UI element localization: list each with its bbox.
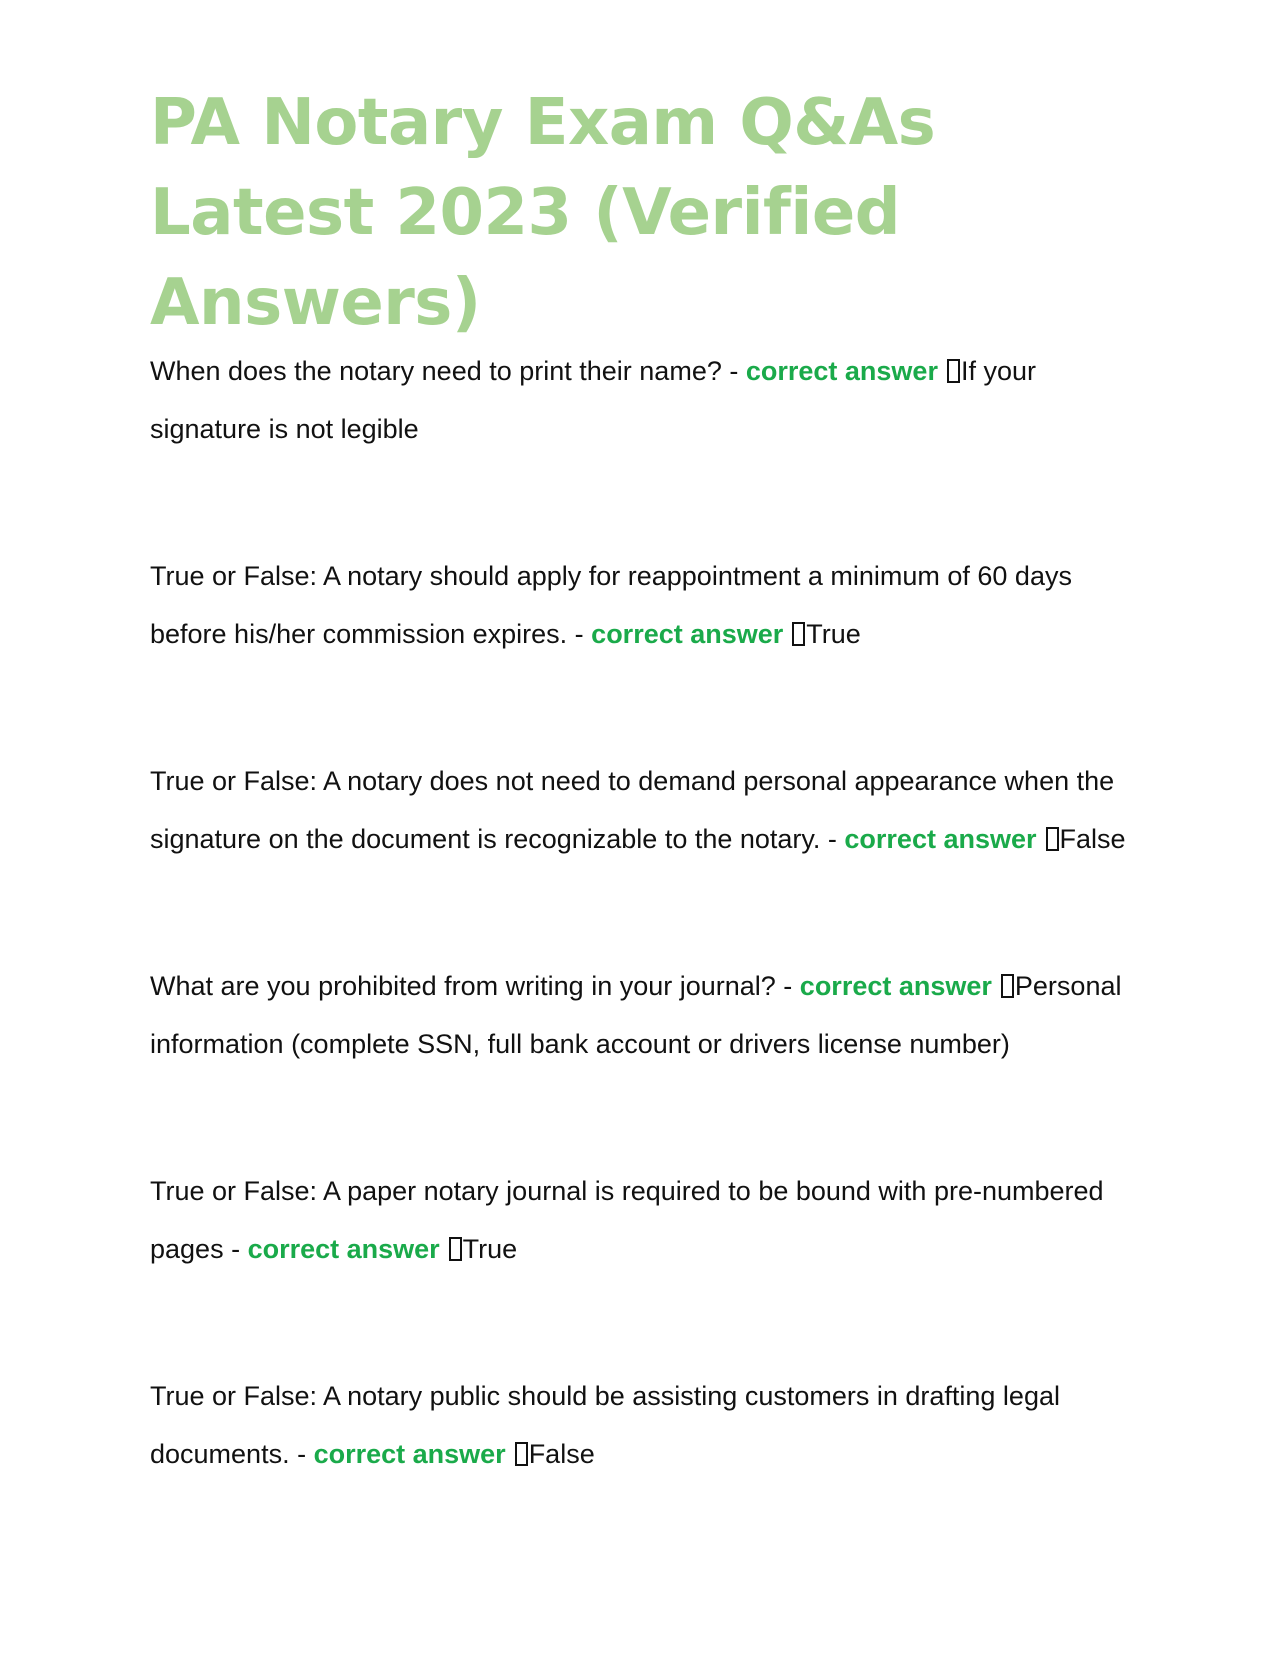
missing-glyph-box-icon: [1046, 827, 1059, 851]
missing-glyph-box-icon: [449, 1237, 462, 1261]
document-title: PA Notary Exam Q&As Latest 2023 (Verified Answers): [150, 86, 936, 340]
question-text: True or False: A notary should apply for reappointment a minimum of 60 days before his/her commission expires. -: [150, 561, 1072, 649]
answer-text: Personal information (complete SSN, full bank account or drivers license number): [150, 971, 1122, 1059]
question-text: True or False: A notary does not need to demand personal appearance when the signature on the document is recognizable to the notary. -: [150, 766, 1115, 854]
qa-list: [150, 342, 1140, 1483]
correct-answer-label: correct answer: [799, 971, 992, 1001]
question-text: What are you prohibited from writing in your journal? -: [150, 971, 800, 1001]
qa-item: [150, 342, 1140, 458]
qa-item: [150, 1162, 1140, 1278]
answer-text: True: [462, 1234, 518, 1264]
answer-text: False: [1059, 824, 1126, 854]
correct-answer-label: correct answer: [591, 619, 784, 649]
missing-glyph-box-icon: [1001, 974, 1014, 998]
correct-answer-label: correct answer: [247, 1234, 440, 1264]
question-text: True or False: A paper notary journal is required to be bound with pre-numbered pages -: [150, 1176, 1104, 1264]
answer-text: True: [806, 619, 861, 649]
qa-item: [150, 752, 1140, 868]
qa-item: [150, 547, 1140, 663]
answer-text: If your signature is not legible: [150, 356, 1036, 444]
question-text: True or False: A notary public should be assisting customers in drafting legal documents. -: [150, 1381, 1060, 1469]
document-page: [150, 78, 1140, 1572]
question-text: When does the notary need to print their name? -: [150, 356, 746, 386]
qa-item: [150, 1367, 1140, 1483]
missing-glyph-box-icon: [515, 1442, 528, 1466]
missing-glyph-box-icon: [792, 622, 805, 646]
correct-answer-label: correct answer: [313, 1439, 506, 1469]
answer-text: False: [528, 1439, 595, 1469]
qa-item: [150, 957, 1140, 1073]
correct-answer-label: correct answer: [745, 356, 938, 386]
correct-answer-label: correct answer: [844, 824, 1037, 854]
missing-glyph-box-icon: [947, 359, 960, 383]
